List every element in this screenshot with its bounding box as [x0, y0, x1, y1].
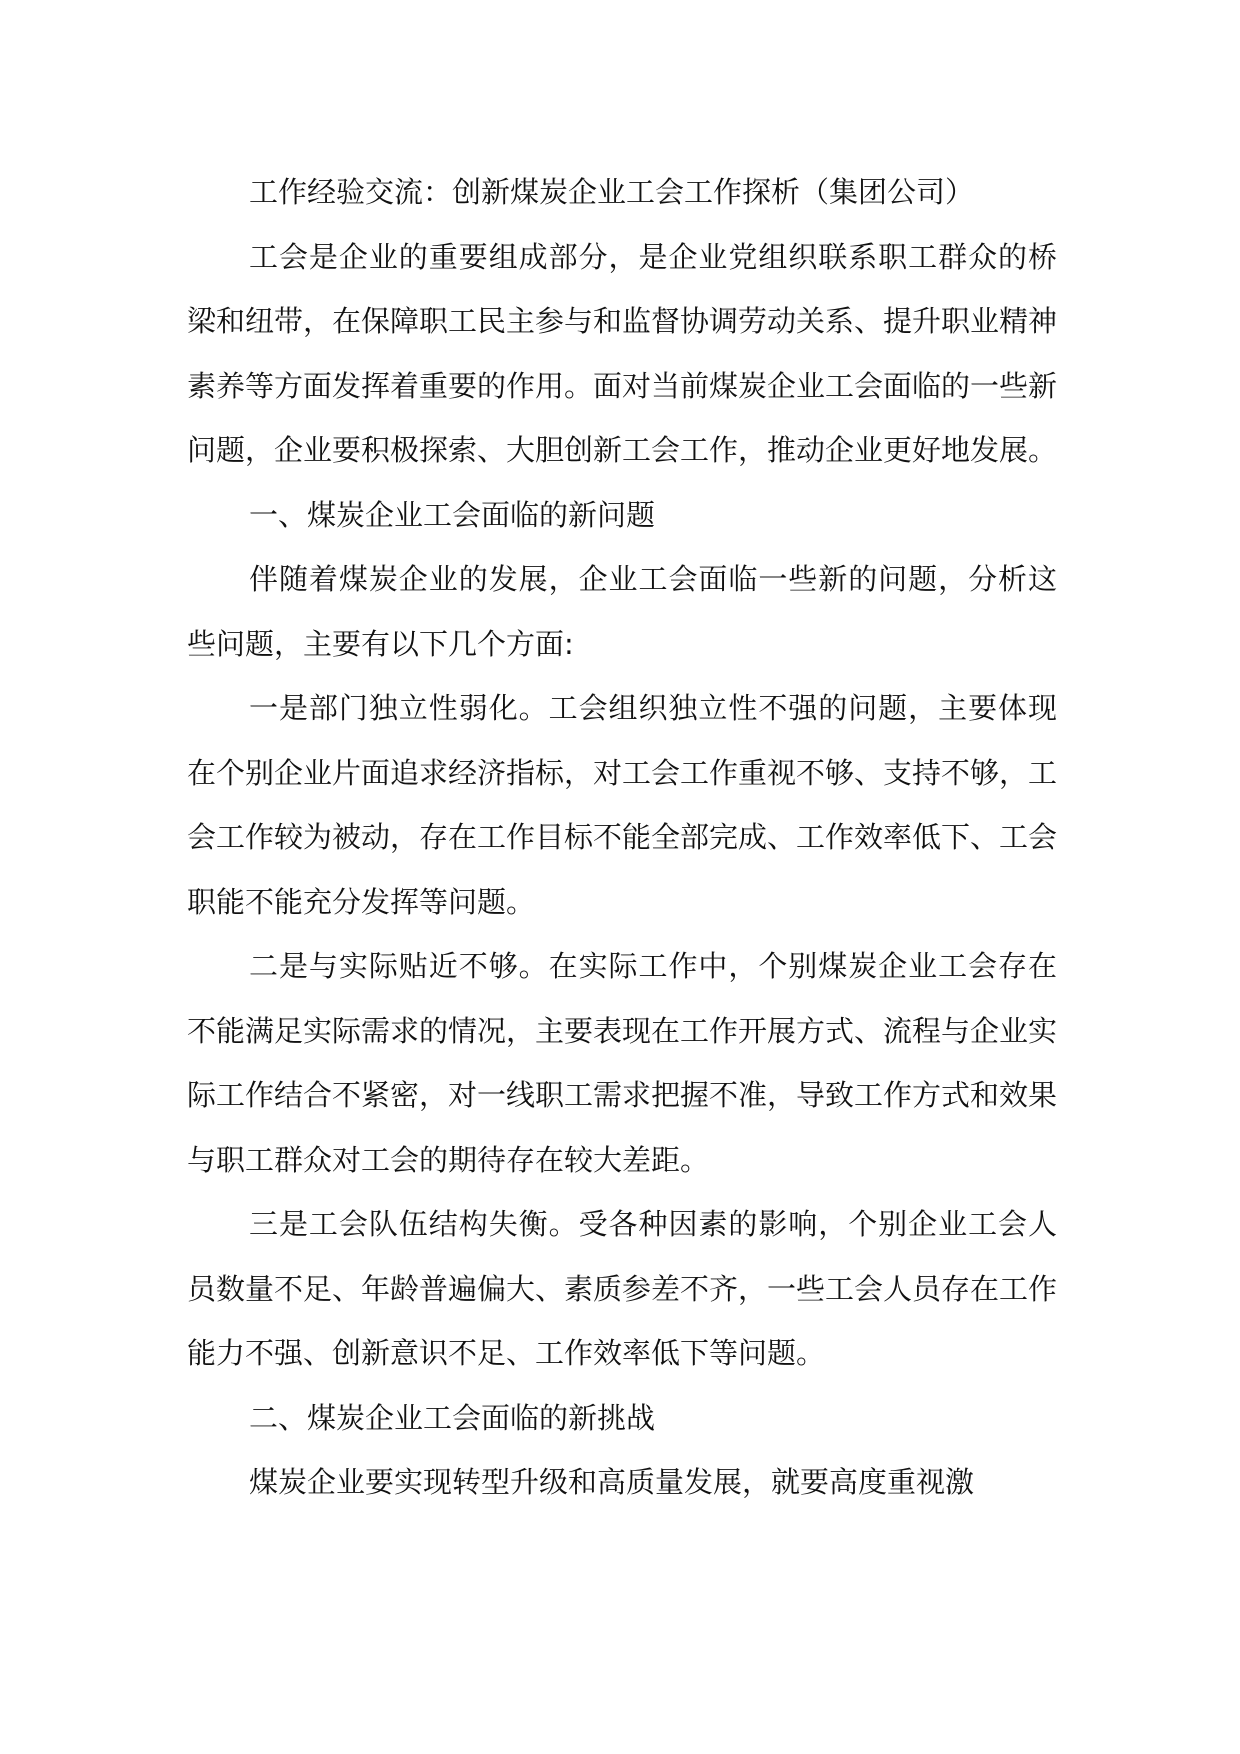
document-page [187, 160, 1057, 1515]
paragraph-problems-overview: 伴随着煤炭企业的发展，企业工会面临一些新的问题，分析这些问题，主要有以下几个方面: [187, 562, 1057, 661]
paragraph-point-1: 一是部门独立性弱化。工会组织独立性不强的问题，主要体现在个别企业片面追求经济指标，对工会工作重视不够、支持不够，工会工作较为被动，存在工作目标不能全部完成、工作效率低下、工会职能不能充分发挥等问题。 [187, 691, 1058, 919]
paragraph-point-2: 二是与实际贴近不够。在实际工作中，个别煤炭企业工会存在不能满足实际需求的情况，主要表现在工作开展方式、流程与企业实际工作结合不紧密，对一线职工需求把握不准，导致工作方式和效果与职工群众对工会的期待存在较大差距。 [187, 949, 1058, 1177]
section-heading-2: 二、煤炭企业工会面临的新挑战 [249, 1400, 656, 1435]
paragraph-point-3: 三是工会队伍结构失衡。受各种因素的影响，个别企业工会人员数量不足、年龄普遍偏大、素质参差不齐，一些工会人员存在工作能力不强、创新意识不足、工作效率低下等问题。 [187, 1207, 1058, 1370]
section-heading-1: 一、煤炭企业工会面临的新问题 [249, 497, 656, 532]
document-title: 工作经验交流：创新煤炭企业工会工作探析（集团公司） [249, 175, 975, 209]
paragraph-intro: 工会是企业的重要组成部分，是企业党组织联系职工群众的桥梁和纽带，在保障职工民主参与和监督协调劳动关系、提升职业精神素养等方面发挥着重要的作用。面对当前煤炭企业工会面临的一些新问题，企业要积极探索、大胆创新工会工作，推动企业更好地发展。 [187, 239, 1058, 467]
paragraph-challenges-start: 煤炭企业要实现转型升级和高质量发展，就要高度重视激 [249, 1465, 975, 1499]
